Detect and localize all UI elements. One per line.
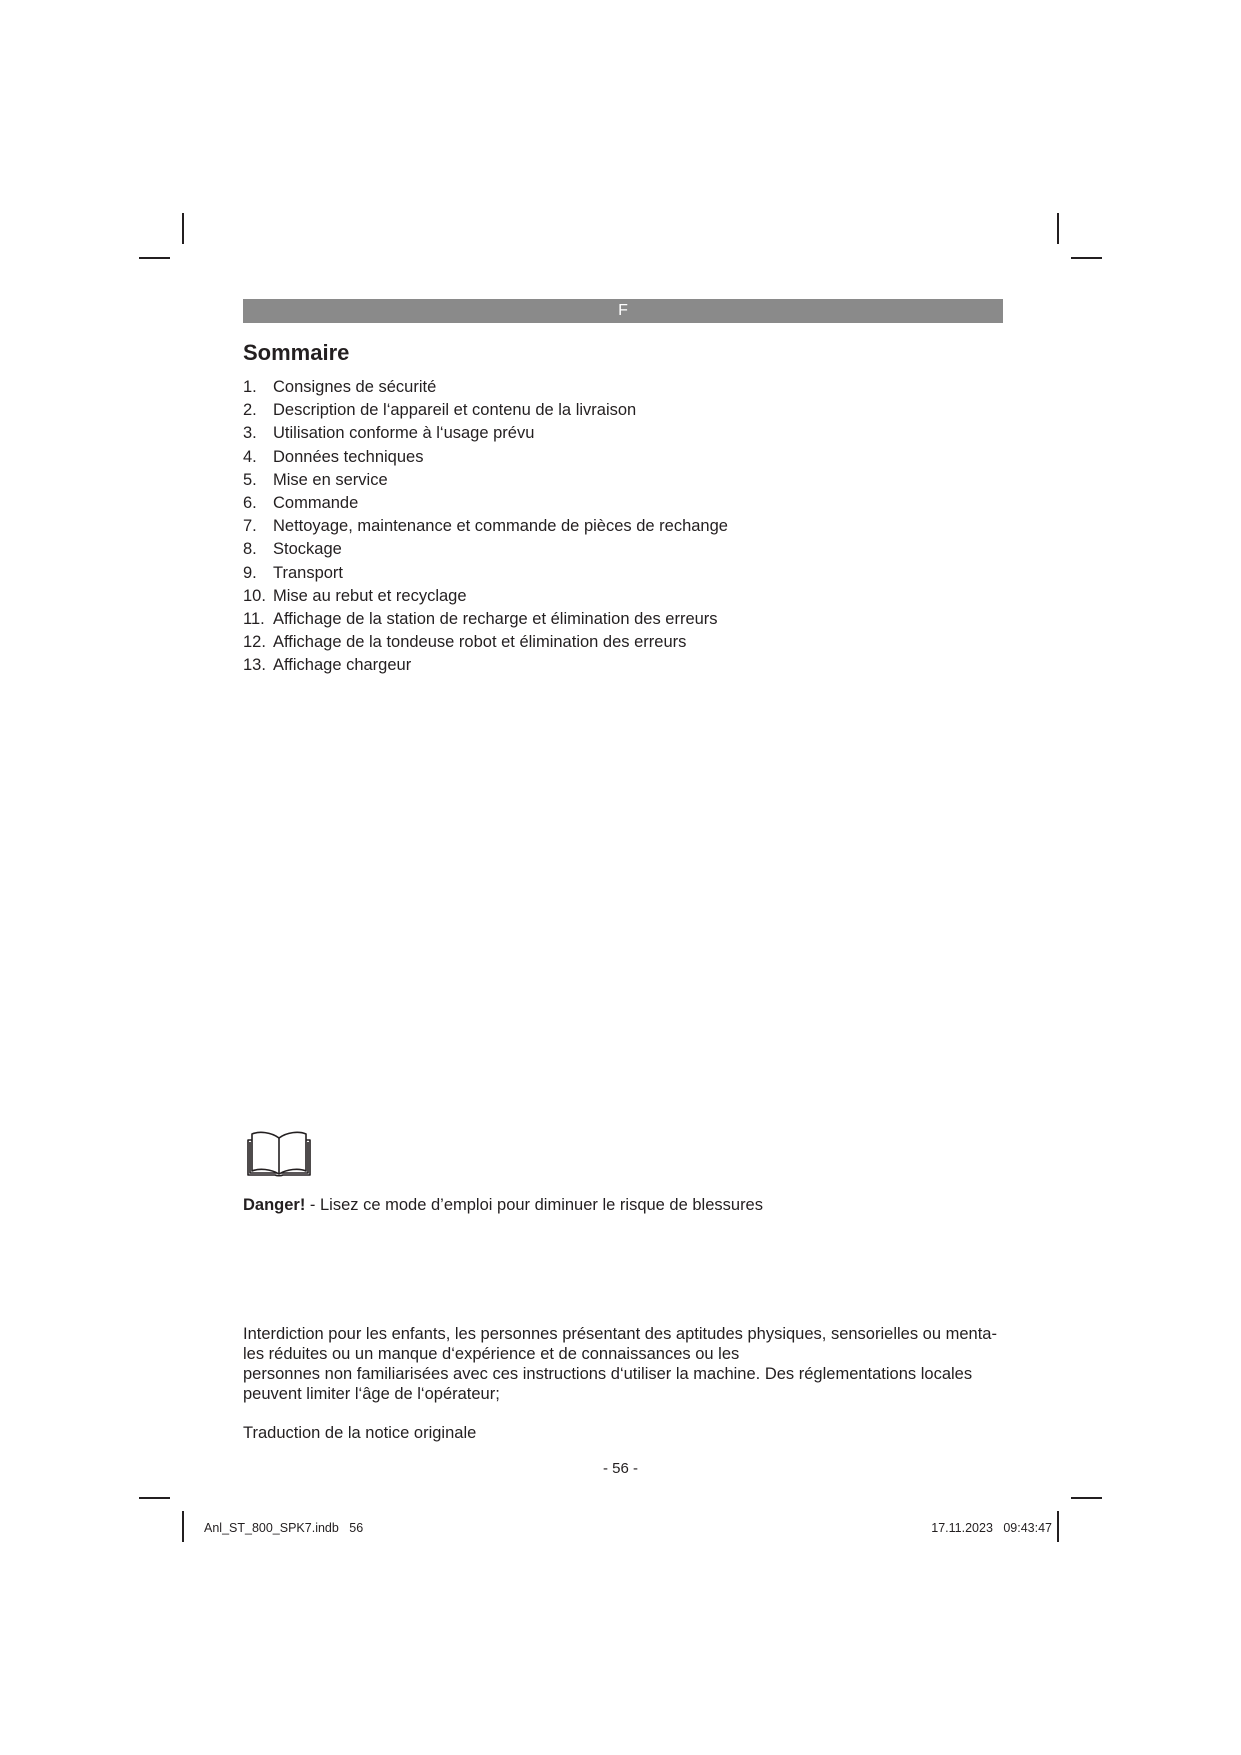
toc-item-number: 1. xyxy=(243,378,257,396)
interdiction-line: les réduites ou un manque d‘expérience et de connaissances ou les xyxy=(243,1345,740,1363)
toc-item-number: 8. xyxy=(243,540,257,559)
toc-item-number: 5. xyxy=(243,470,257,489)
toc-item-label: Mise en service xyxy=(273,470,388,489)
toc-item xyxy=(243,376,728,399)
toc-item-number: 12. xyxy=(243,633,266,652)
toc-item xyxy=(243,654,728,677)
toc-item-label: Mise au rebut et recyclage xyxy=(273,586,467,605)
toc-item-number: 10. xyxy=(243,586,266,605)
interdiction-line: Interdiction pour les enfants, les personnes présentant des aptitudes physiques, sensorielles ou menta- xyxy=(243,1325,997,1343)
language-header-bar xyxy=(243,299,1003,323)
toc-item-number: 9. xyxy=(243,563,257,582)
crop-mark xyxy=(1071,257,1102,259)
translation-note: Traduction de la notice originale xyxy=(243,1424,477,1442)
toc-item-label: Affichage de la station de recharge et élimination des erreurs xyxy=(273,609,718,628)
crop-mark xyxy=(1057,1511,1059,1542)
toc-item-label: Commande xyxy=(273,493,359,512)
footer-file-name: Anl_ST_800_SPK7.indb 56 xyxy=(204,1521,364,1535)
interdiction-line: personnes non familiarisées avec ces instructions d‘utiliser la machine. Des réglementations locales xyxy=(243,1365,973,1383)
crop-mark xyxy=(182,1511,184,1542)
toc-item xyxy=(243,515,728,538)
toc-item-number: 4. xyxy=(243,447,257,466)
toc-item xyxy=(243,538,728,561)
toc-item-number: 11. xyxy=(243,609,265,628)
crop-mark xyxy=(1057,213,1059,244)
toc-item xyxy=(243,631,728,654)
crop-mark xyxy=(182,213,184,244)
language-code: F xyxy=(618,302,628,319)
crop-mark xyxy=(1071,1497,1102,1499)
toc-item-label: Affichage chargeur xyxy=(273,656,412,675)
toc-item-label: Nettoyage, maintenance et commande de pièces de rechange xyxy=(273,517,728,536)
danger-label: Danger! xyxy=(243,1196,306,1214)
toc-item-number: 2. xyxy=(243,401,257,420)
toc-item-label: Stockage xyxy=(273,540,342,559)
toc-item xyxy=(243,562,728,585)
page-number: - 56 - xyxy=(602,1460,638,1477)
danger-statement xyxy=(243,1196,763,1215)
open-book-icon xyxy=(245,1128,313,1178)
interdiction-paragraph xyxy=(243,1324,1013,1404)
toc-title: Sommaire xyxy=(243,340,350,365)
toc-item-label: Transport xyxy=(273,563,343,582)
toc-item-number: 3. xyxy=(243,424,257,443)
toc-item-label: Description de l‘appareil et contenu de la livraison xyxy=(273,401,637,420)
toc-item xyxy=(243,422,728,445)
toc-item-label: Affichage de la tondeuse robot et élimination des erreurs xyxy=(273,633,687,652)
toc-item-number: 6. xyxy=(243,493,257,512)
toc-item-label: Utilisation conforme à l‘usage prévu xyxy=(273,424,535,443)
danger-text: - Lisez ce mode d’emploi pour diminuer le risque de blessures xyxy=(305,1196,763,1214)
toc-item xyxy=(243,492,728,515)
toc-item xyxy=(243,469,728,492)
toc-item-label: Consignes de sécurité xyxy=(273,378,437,396)
toc-item xyxy=(243,399,728,422)
footer-timestamp: 17.11.2023 09:43:47 xyxy=(931,1521,1052,1535)
toc-item-number: 7. xyxy=(243,517,257,536)
crop-mark xyxy=(139,257,170,259)
toc-item-number: 13. xyxy=(243,656,266,675)
toc-item xyxy=(243,608,728,631)
interdiction-line: peuvent limiter l‘âge de l‘opérateur; xyxy=(243,1385,500,1403)
crop-mark xyxy=(139,1497,170,1499)
toc-item-label: Données techniques xyxy=(273,447,424,466)
toc-item xyxy=(243,446,728,469)
toc-list xyxy=(243,376,728,677)
toc-item xyxy=(243,585,728,608)
